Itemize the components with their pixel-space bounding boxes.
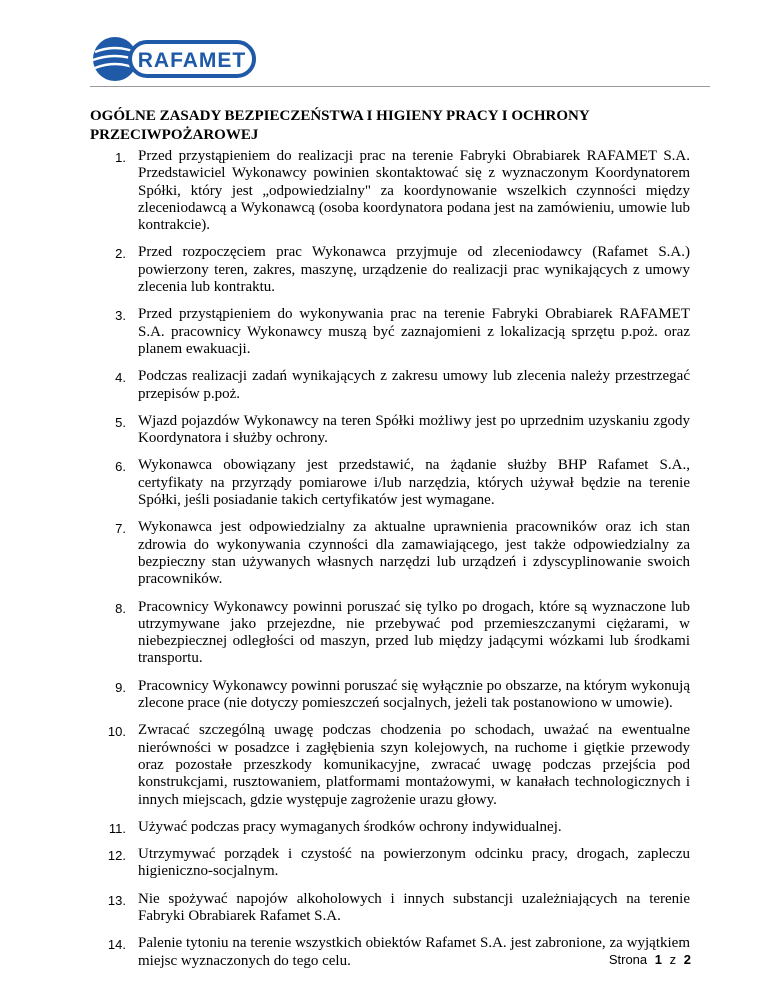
list-item xyxy=(90,846,690,881)
list-item-number: 8. xyxy=(115,600,126,616)
page-separator: z xyxy=(669,952,677,967)
document-title xyxy=(90,107,690,145)
rafamet-logo xyxy=(90,34,256,84)
list-item-number: 6. xyxy=(115,459,126,475)
list-item-text: Zwracać szczególną uwagę podczas chodzenia po schodach, uważać na ewentualne nierówności w posadzce i zagłębienia szyn kolejowych, na ruchome i giętkie przewody oraz pozostałe przeszkody komunikacyjne, zwracać uwagę podczas przejścia pod konstrukcjami, rusztowaniem, platformami montażowymi, w kanałach technologicznych i innych miejscach, gdzie występuje zagrożenie urazu głowy. xyxy=(138,722,690,808)
list-item xyxy=(90,678,690,713)
list-item-text: Przed przystąpieniem do realizacji prac na terenie Fabryki Obrabiarek RAFAMET S.A. Przedstawiciel Wykonawcy powinien skontaktować się z wyznaczonym Koordynatorem Spółki, który jest „odpowiedzialny" za koordynowanie wszelkich czynności między zleceniodawcą a Wykonawcą (osoba koordynatora podana jest na zamówieniu, umowie lub kontrakcie). xyxy=(138,148,690,234)
list-item-text: Podczas realizacji zadań wynikających z zakresu umowy lub zlecenia należy przestrzegać przepisów p.poż. xyxy=(138,368,690,402)
list-item-text: Przed przystąpieniem do wykonywania prac na terenie Fabryki Obrabiarek RAFAMET S.A. pracownicy Wykonawcy muszą być zaznajomieni z lokalizacją sprzętu p.poż. oraz planem ewakuacji. xyxy=(138,306,690,357)
title-line-2: PRZECIWPOŻAROWEJ xyxy=(90,127,259,143)
list-item-number: 10. xyxy=(107,724,126,740)
list-item-text: Palenie tytoniu na terenie wszystkich obiektów Rafamet S.A. jest zabronione, za wyjątkiem miejsc wyznaczonych do tego celu. xyxy=(138,935,690,969)
list-item xyxy=(90,519,690,588)
title-line-1: OGÓLNE ZASADY BEZPIECZEŃSTWA I HIGIENY PRACY I OCHRONY xyxy=(90,108,590,124)
list-item-text: Nie spożywać napojów alkoholowych i innych substancji uzależniających na terenie Fabryki Obrabiarek Rafamet S.A. xyxy=(138,890,690,924)
page-number xyxy=(609,952,691,967)
header-divider xyxy=(90,86,710,87)
list-item-number: 14. xyxy=(107,937,126,953)
page-label: Strona xyxy=(608,952,648,967)
list-item-number: 4. xyxy=(115,370,126,386)
list-item xyxy=(90,935,690,970)
list-item-text: Przed rozpoczęciem prac Wykonawca przyjmuje od zleceniodawcy (Rafamet S.A.) powierzony teren, zakres, maszynę, urządzenie do realizacji prac wynikających z umowy zlecenia lub kontraktu. xyxy=(138,244,690,296)
list-item xyxy=(90,306,690,358)
list-item-number: 12. xyxy=(107,848,126,864)
list-item-number: 5. xyxy=(115,414,126,430)
list-item xyxy=(90,457,690,509)
list-item xyxy=(90,413,690,448)
list-item-text: Wykonawca obowiązany jest przedstawić, na żądanie służby BHP Rafamet S.A., certyfikaty na przyrządy pomiarowe i/lub narzędzia, których używał będzie na terenie Spółki, jeśli posiadanie takich certyfikatów jest wymagane. xyxy=(138,457,690,509)
list-item-text: Pracownicy Wykonawcy powinni poruszać się wyłącznie po obszarze, na którym wykonują zlecone prace (nie dotyczy pomieszczeń socjalnych, jeżeli tak postanowiono w umowie). xyxy=(138,677,690,712)
list-item xyxy=(90,599,690,668)
logo-wordmark: RAFAMET xyxy=(137,49,247,72)
list-item-number: 13. xyxy=(107,892,126,908)
list-item-number: 1. xyxy=(115,150,126,165)
list-item xyxy=(90,891,690,926)
list-item xyxy=(90,148,690,234)
page-current: 1 xyxy=(654,952,663,967)
list-item-text: Wjazd pojazdów Wykonawcy na teren Spółki możliwy jest po uprzednim uzyskaniu zgody Koordynatora i służby ochrony. xyxy=(138,412,690,447)
list-item xyxy=(90,244,690,296)
page-total: 2 xyxy=(683,952,691,967)
list-item-text: Utrzymywać porządek i czystość na powierzonym odcinku pracy, drogach, zapleczu higieniczno-socjalnym. xyxy=(138,846,690,880)
list-item-text: Pracownicy Wykonawcy powinni poruszać się tylko po drogach, które są wyznaczone lub utrzymywane jako przejezdne, nie przebywać pod przemieszczanymi ciężarami, w niebezpiecznej odległości od maszyn, przed lub między jadącymi wózkami lub środkami transportu. xyxy=(138,598,690,667)
list-item xyxy=(90,722,690,808)
rules-list xyxy=(90,148,690,970)
list-item-text: Używać podczas pracy wymaganych środków ochrony indywidualnej. xyxy=(138,818,562,835)
list-item-text: Wykonawca jest odpowiedzialny za aktualne uprawnienia pracowników oraz ich stan zdrowia do wykonywania czynności dla zamawiającego, jest także odpowiedzialny za bezpieczny stan używanych własnych narzędzi lub urządzeń i zdyscyplinowanie swoich pracowników. xyxy=(138,519,690,588)
list-item-number: 9. xyxy=(115,679,126,695)
list-item-number: 7. xyxy=(115,521,126,537)
list-item-number: 3. xyxy=(115,308,126,324)
list-item xyxy=(90,819,690,836)
list-item-number: 11. xyxy=(108,820,126,836)
list-item xyxy=(90,368,690,403)
list-item-number: 2. xyxy=(115,246,126,262)
